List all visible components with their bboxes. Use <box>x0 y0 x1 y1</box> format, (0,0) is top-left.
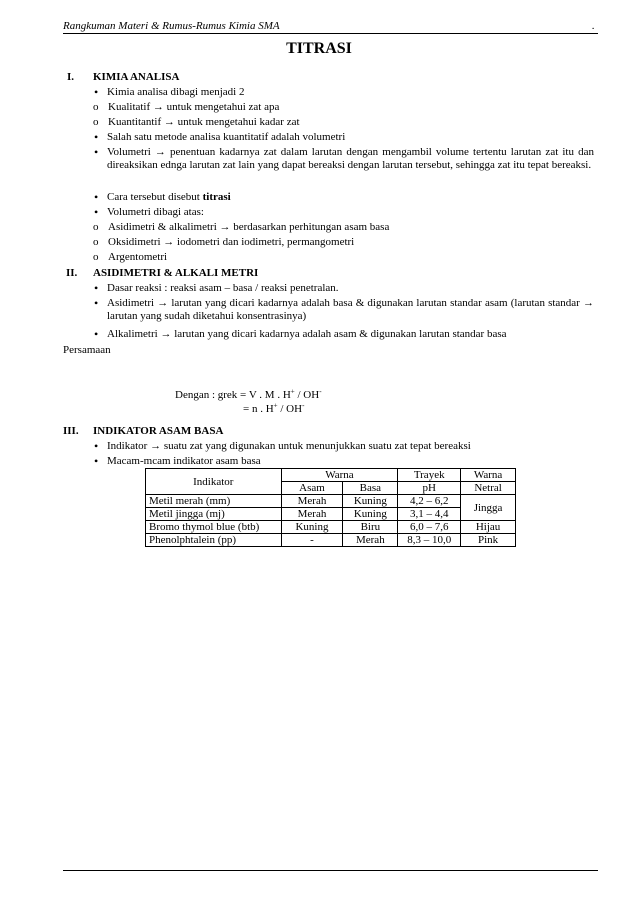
term-titrasi: titrasi <box>202 191 231 203</box>
header-netral: Netral <box>461 482 516 495</box>
equation-text: Dengan : grek = V . M . H <box>175 389 291 401</box>
table-row <box>146 534 516 547</box>
cell-asam: Kuning <box>281 521 343 534</box>
cell-indikator: Metil jingga (mj) <box>146 508 282 521</box>
running-header: Rangkuman Materi & Rumus-Rumus Kimia SMA <box>63 20 280 32</box>
cell-basa: Merah <box>343 534 398 547</box>
sub-list-item: o Kuantitantif → untuk mengetahui kadar zat <box>93 116 300 128</box>
cell-ph: 6,0 – 7,6 <box>398 521 461 534</box>
list-item-text: Alkalimetri → larutan yang dicari kadarnya adalah asam & digunakan larutan standar basa <box>107 328 507 340</box>
sub-list-item: o Oksidimetri → iodometri dan iodimetri, permangometri <box>93 236 355 248</box>
header-warna-netral: Warna <box>461 469 516 482</box>
equation-text: / OH <box>277 403 303 415</box>
sub-list-item-text: Kuantitantif → untuk mengetahui kadar zat <box>108 116 300 128</box>
equation-line-1 <box>175 389 322 402</box>
cell-indikator: Phenolphtalein (pp) <box>146 534 282 547</box>
header-trayek: Trayek <box>398 469 461 482</box>
superscript: + <box>273 401 278 410</box>
sub-list-item: o Asidimetri & alkalimetri → berdasarkan perhitungan asam basa <box>93 221 390 233</box>
page-title: TITRASI <box>286 40 352 57</box>
cell-ph: 4,2 – 6,2 <box>398 495 461 508</box>
header-indikator: Indikator <box>146 469 282 495</box>
running-header-trail: . <box>592 20 595 32</box>
footer-rule <box>63 870 598 871</box>
list-item-text: Salah satu metode analisa kuantitatif adalah volumetri <box>107 131 346 143</box>
section-2-title: ASIDIMETRI & ALKALI METRI <box>93 267 259 279</box>
cell-ph: 3,1 – 4,4 <box>398 508 461 521</box>
header-ph: pH <box>398 482 461 495</box>
cell-netral: Hijau <box>461 521 516 534</box>
cell-asam: Merah <box>281 495 343 508</box>
sub-list-item: o Argentometri <box>93 251 168 263</box>
superscript: - <box>302 401 305 410</box>
list-item-text: Dasar reaksi : reaksi asam – basa / reaksi penetralan. <box>107 282 339 294</box>
label-persamaan: Persamaan <box>63 344 111 356</box>
superscript: + <box>290 387 295 396</box>
indicator-table <box>145 468 516 547</box>
list-item-text: Volumetri dibagi atas: <box>107 206 204 218</box>
list-item-text: Asidimetri → larutan yang dicari kadarnya adalah basa & digunakan larutan standar asam (larutan standar → larutan yang sudah diketahui konsentrasinya) <box>107 297 594 322</box>
equation-text: / OH <box>294 389 320 401</box>
table-row <box>146 521 516 534</box>
list-item-text: Kimia analisa dibagi menjadi 2 <box>107 86 245 98</box>
cell-ph: 8,3 – 10,0 <box>398 534 461 547</box>
list-item <box>107 206 204 219</box>
cell-indikator: Bromo thymol blue (btb) <box>146 521 282 534</box>
table-row <box>146 495 516 508</box>
sub-list-item-text: Argentometri <box>108 251 168 263</box>
list-item-text: Indikator → suatu zat yang digunakan untuk menunjukkan suatu zat tepat bereaksi <box>107 440 471 452</box>
list-item <box>107 297 594 323</box>
section-3-number: III. <box>63 425 79 437</box>
list-item <box>107 86 244 99</box>
cell-basa: Kuning <box>343 508 398 521</box>
cell-asam: Merah <box>281 508 343 521</box>
section-3-title: INDIKATOR ASAM BASA <box>93 425 224 437</box>
header-asam: Asam <box>281 482 343 495</box>
sub-list-item: o Kualitatif → untuk mengetahui zat apa <box>93 101 280 113</box>
list-item-text: Cara tersebut disebut <box>107 191 203 203</box>
sub-list-item-text: Kualitatif → untuk mengetahui zat apa <box>108 101 280 113</box>
cell-indikator: Metil merah (mm) <box>146 495 282 508</box>
cell-asam: - <box>281 534 343 547</box>
section-1-title: KIMIA ANALISA <box>93 71 180 83</box>
equation-text: = n . H <box>243 403 274 415</box>
section-2-number: II. <box>66 267 78 279</box>
list-item <box>107 146 594 172</box>
table-header-row <box>146 469 516 482</box>
header-warna: Warna <box>281 469 398 482</box>
superscript: - <box>319 387 322 396</box>
table-row <box>146 508 516 521</box>
list-item <box>107 282 339 295</box>
header-rule <box>63 33 598 34</box>
cell-basa: Biru <box>343 521 398 534</box>
cell-basa: Kuning <box>343 495 398 508</box>
list-item <box>107 440 471 453</box>
list-item-text: Volumetri → penentuan kadarnya zat dalam larutan dengan mengambil volume tertentu larutan zat itu dan direaksikan ednga larutan zat lain yang dapat bereaksi dengan larutan tersebut, sehingga zat itu tepat bereaksi. <box>107 146 594 171</box>
list-item-text: Macam-mcam indikator asam basa <box>107 455 261 467</box>
list-item <box>107 131 345 144</box>
equation-line-2 <box>243 403 304 416</box>
list-item <box>107 191 231 204</box>
section-1-number: I. <box>67 71 75 83</box>
header-basa: Basa <box>343 482 398 495</box>
sub-list-item-text: Oksidimetri → iodometri dan iodimetri, permangometri <box>108 236 355 248</box>
list-item <box>107 328 507 341</box>
sub-list-item-text: Asidimetri & alkalimetri → berdasarkan perhitungan asam basa <box>108 221 390 233</box>
cell-netral: Pink <box>461 534 516 547</box>
cell-netral: Jingga <box>461 495 516 521</box>
list-item <box>107 455 261 468</box>
